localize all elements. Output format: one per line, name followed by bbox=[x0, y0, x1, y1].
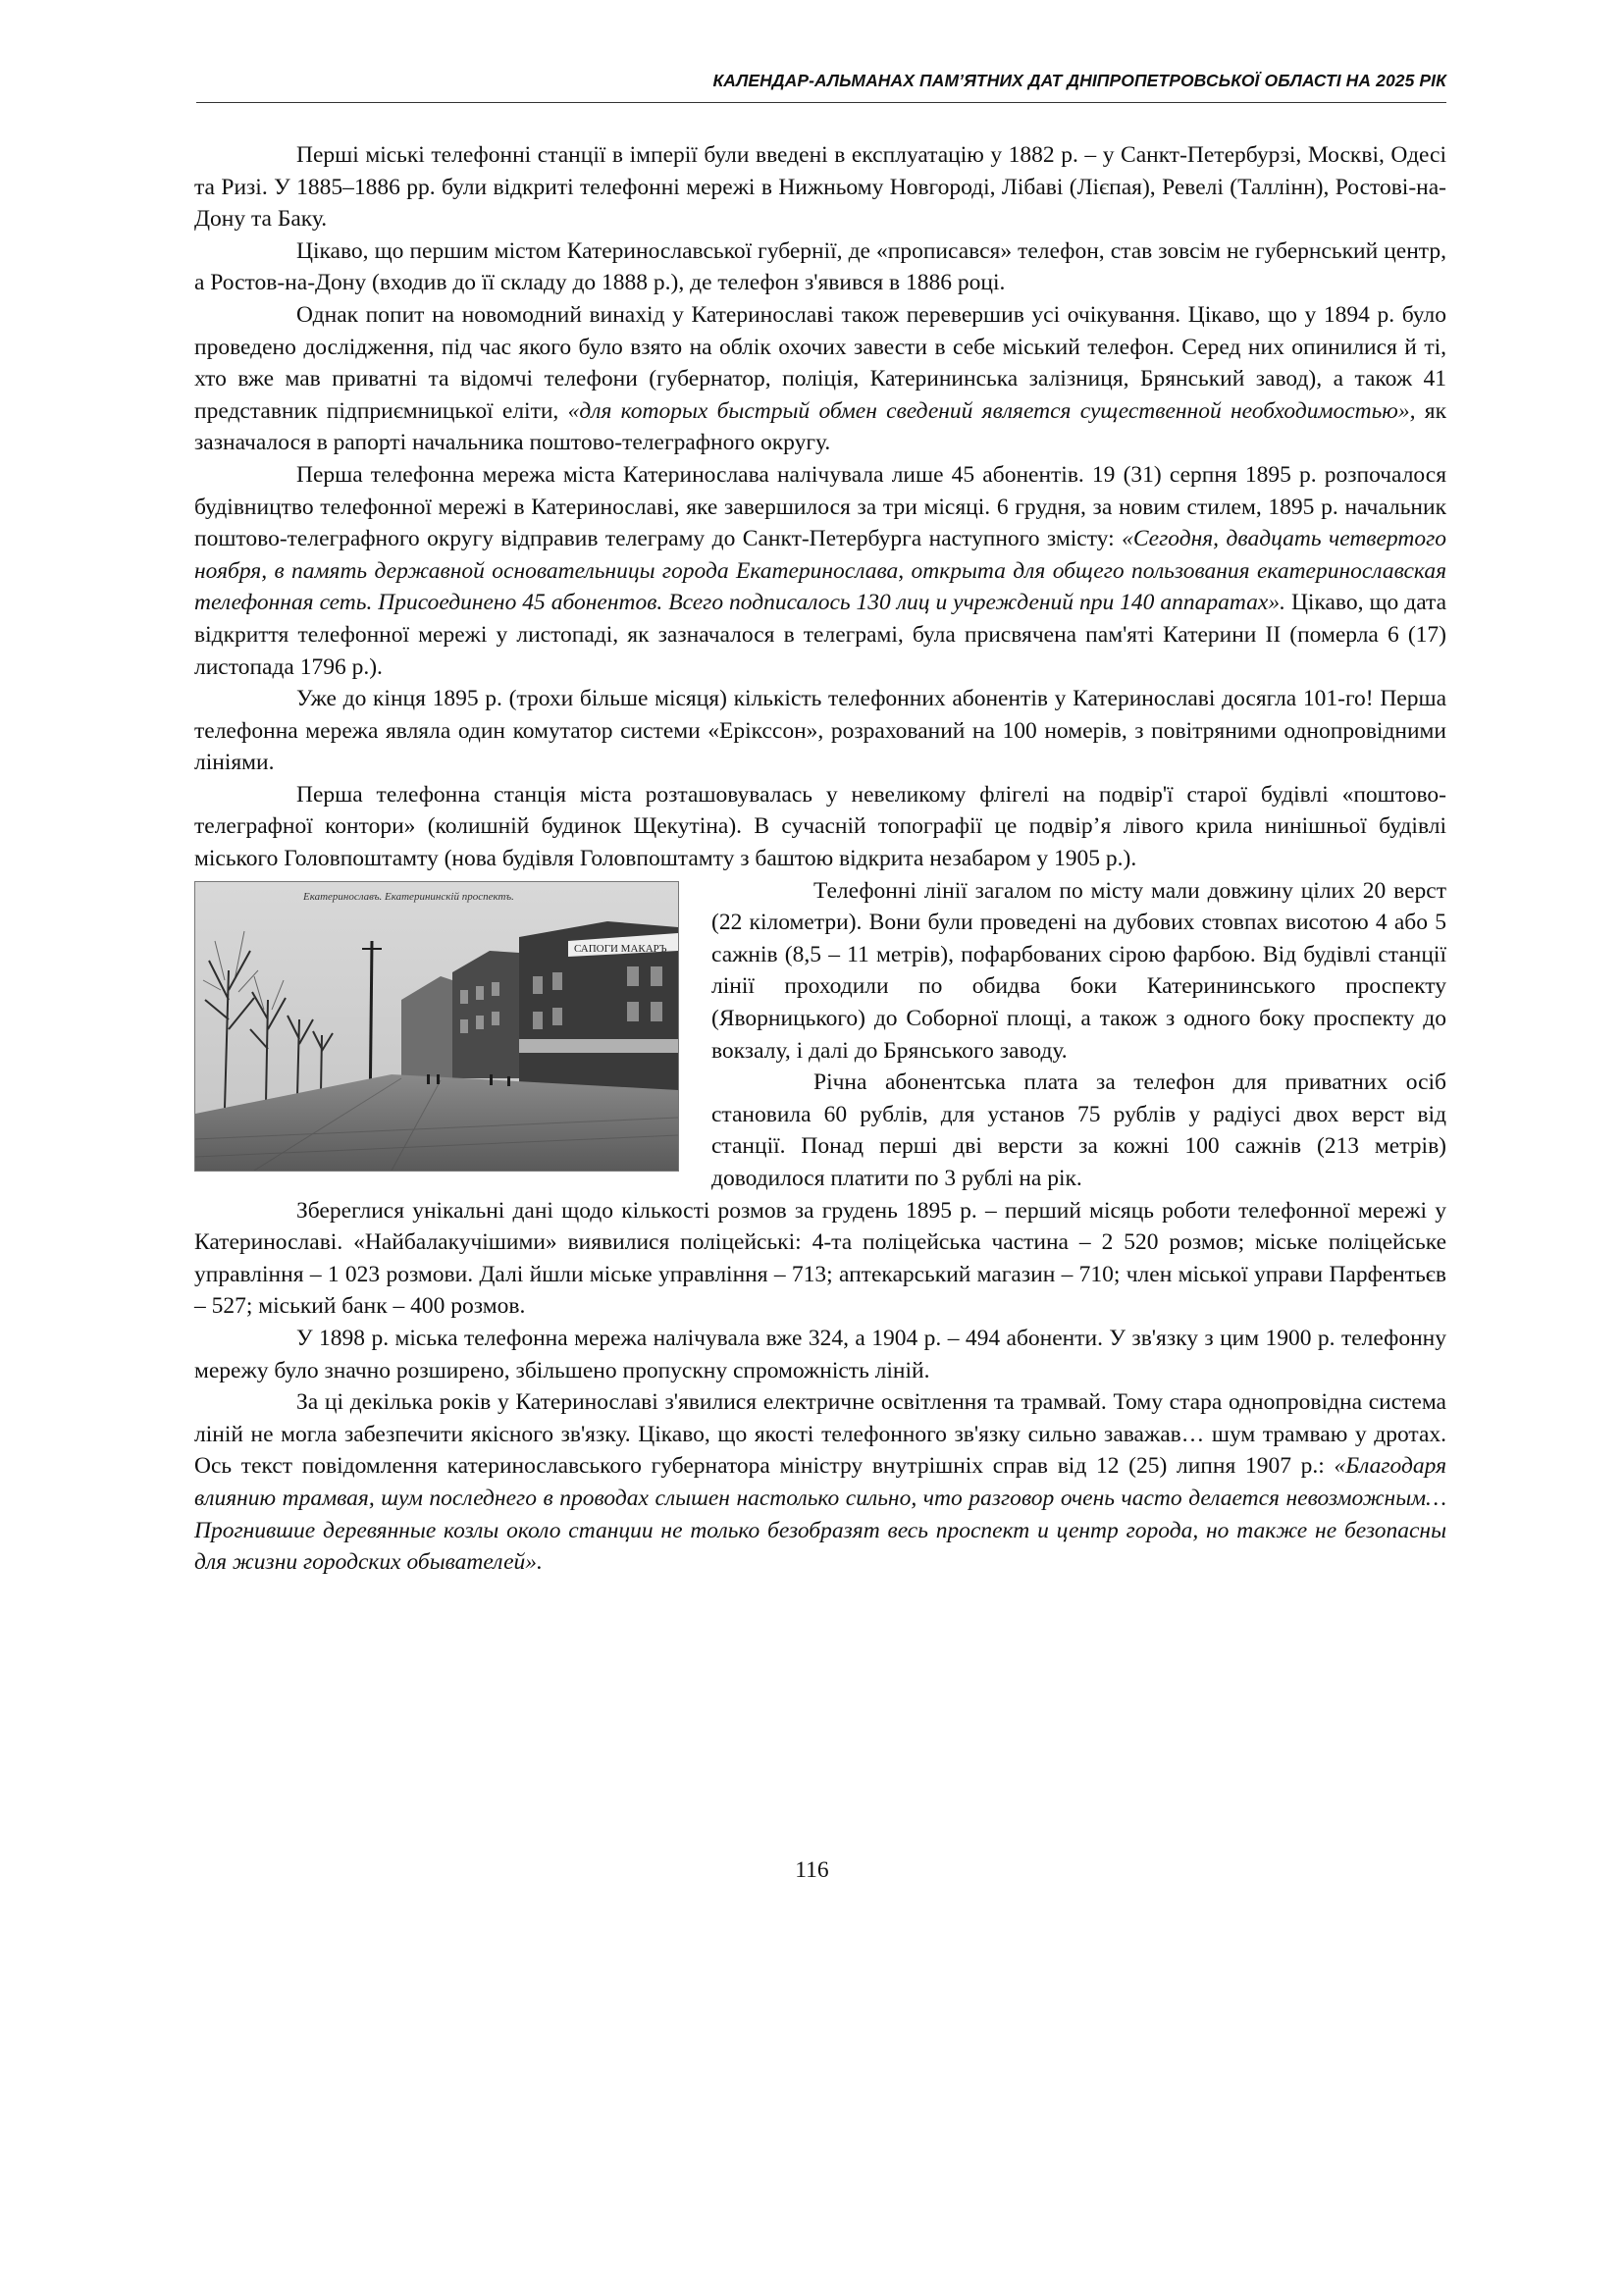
paragraph-4 bbox=[194, 459, 1446, 683]
paragraph-10: У 1898 р. міська телефонна мережа налічувала вже 324, а 1904 р. – 494 абоненти. У зв'язку з цим 1900 р. телефонну мережу було значно розширено, збільшено пропускну спроможність ліній. bbox=[194, 1325, 1446, 1383]
paragraph-3-text: Однак попит на новомодний винахід у Катеринославі також перевершив усі очікування. Цікаво, що у 1894 р. було проведено дослідження, під час якого було взято на облік охочих завести в себе міський телефон. Серед них опинилися й ті, хто вже мав приватні та відомчі телефони (губернатор, поліція, Катерининська залізниця, Брянський завод), а також 41 представник підприємницької еліти, bbox=[194, 301, 1446, 424]
photo-illustration bbox=[195, 882, 678, 1171]
photo-caption: Екатеринославъ. Екатерининскій проспектъ. bbox=[303, 890, 514, 903]
paragraph-5: Уже до кінця 1895 р. (трохи більше місяця) кількість телефонних абонентів у Катеринославі досягла 101-го! Перша телефонна мережа являла один комутатор системи «Ерікссон», розрахований на 100 номерів, з повітряними однопровідними лініями. bbox=[194, 686, 1446, 776]
paragraph-3 bbox=[194, 299, 1446, 459]
paragraph-1: Перші міські телефонні станції в імперії були введені в експлуатацію у 1882 р. – у Санкт-Петербурзі, Москві, Одесі та Ризі. У 1885–1886 рр. були відкриті телефонні мережі в Нижньому Новгороді, Лібаві (Лієпая), Ревелі (Таллінн), Ростові-на-Дону та Баку. bbox=[194, 142, 1446, 233]
running-header: КАЛЕНДАР-АЛЬМАНАХ ПАМ’ЯТНИХ ДАТ ДНІПРОПЕТРОВСЬКОЇ ОБЛАСТІ НА 2025 РІК bbox=[712, 71, 1446, 90]
paragraph-2: Цікаво, що першим містом Катеринославської губернії, де «прописався» телефон, став зовсім не губернський центр, а Ростов-на-Дону (входив до її складу до 1888 р.), де телефон з'явився в 1886 році. bbox=[194, 237, 1446, 296]
paragraph-4-text-end: Цікаво, що дата відкриття телефонної мережі у листопаді, як зазначалося в телеграмі, була присвячена пам'яті Катерини ІІ (померла 6 (17) листопада 1796 р.). bbox=[194, 590, 1447, 680]
article-body bbox=[194, 139, 1446, 1579]
paragraph-8: Річна абонентська плата за телефон для приватних осіб становила 60 рублів, для установ 75 рублів у радіусі двох верст від станції. Понад перші дві версти за кожні 100 сажнів (213 метрів) доводилося платити по 3 рублі на рік. bbox=[711, 1069, 1446, 1191]
shop-sign-text: САПОГИ МАКАРЪ bbox=[574, 942, 667, 955]
paragraph-3-quote: «для которых быстрый обмен сведений является существенной необходимостью», bbox=[567, 397, 1416, 424]
paragraph-4-text: Перша телефонна мережа міста Катеринослава налічувала лише 45 абонентів. 19 (31) серпня 1895 р. розпочалося будівництво телефонної мережі в Катеринославі, яке завершилося за три місяці. 6 грудня, за новим стилем, 1895 р. начальник поштово-телеграфного округу відправив телеграму до Санкт-Петербурга наступного змісту: bbox=[194, 461, 1446, 552]
header-rule bbox=[196, 102, 1446, 103]
paragraph-11-quote: «Благодаря влиянию трамвая, шум последнего в проводах слышен настолько сильно, что разговор очень часто делается невозможным… Прогнившие деревянные козлы около станции не только безобразят весь проспект и центр города, но также не безопасны для жизни городских обывателей». bbox=[194, 1453, 1446, 1576]
paragraph-9: Збереглися унікальні дані щодо кількості розмов за грудень 1895 р. – перший місяць роботи телефонної мережі у Катеринославі. «Найбалакучішими» виявилися поліцейські: 4-та поліцейська частина – 2 520 розмов; міське поліцейське управління – 1 023 розмови. Далі йшли міське управління – 713; аптекарський магазин – 710; член міської управи Парфентьєв – 527; міський банк – 400 розмов. bbox=[194, 1197, 1446, 1320]
paragraph-4-quote: «Сегодня, двадцать четвертого ноября, в память державной основательницы города Екатеринослава, открыта для общего пользования екатеринославская телефонная сеть. Присоединено 45 абонентов. Всего подписалось 130 лиц и учреждений при 140 аппаратах». bbox=[194, 526, 1446, 616]
page-number: 116 bbox=[795, 1857, 829, 1883]
paragraph-11 bbox=[194, 1386, 1446, 1579]
historic-street-photo bbox=[194, 881, 679, 1172]
paragraph-3-text-end: як зазначалося в рапорті начальника поштово-телеграфного округу. bbox=[194, 397, 1447, 456]
paragraph-11-text: За ці декілька років у Катеринославі з'явилися електричне освітлення та трамвай. Тому стара однопровідна система ліній не могла забезпечити якісного зв'язку. Цікаво, що якості телефонного зв'язку сильно заважав… шум трамваю у дротах. Ось текст повідомлення катеринославського губернатора міністру внутрішніх справ від 12 (25) липня 1907 р.: bbox=[194, 1389, 1446, 1480]
paragraph-6: Перша телефонна станція міста розташовувалась у невеликому флігелі на подвір'ї старої будівлі «поштово-телеграфної контори» (колишній будинок Щекутіна). В сучасній топографії це подвір’я лівого крила нинішньої будівлі міського Головпоштамту (нова будівля Головпоштамту з баштою відкрита незабаром у 1905 р.). bbox=[194, 781, 1446, 872]
paragraph-7: Телефонні лінії загалом по місту мали довжину цілих 20 верст (22 кілометри). Вони були проведені на дубових стовпах висотою 4 або 5 сажнів (8,5 – 11 метрів), пофарбованих сірою фарбою. Від будівлі станції лінії проходили по обидва боки Катерининського проспекту (Яворницького) до Соборної площі, а також з одного боку проспекту до вокзалу, і далі до Брянського заводу. bbox=[711, 877, 1446, 1064]
